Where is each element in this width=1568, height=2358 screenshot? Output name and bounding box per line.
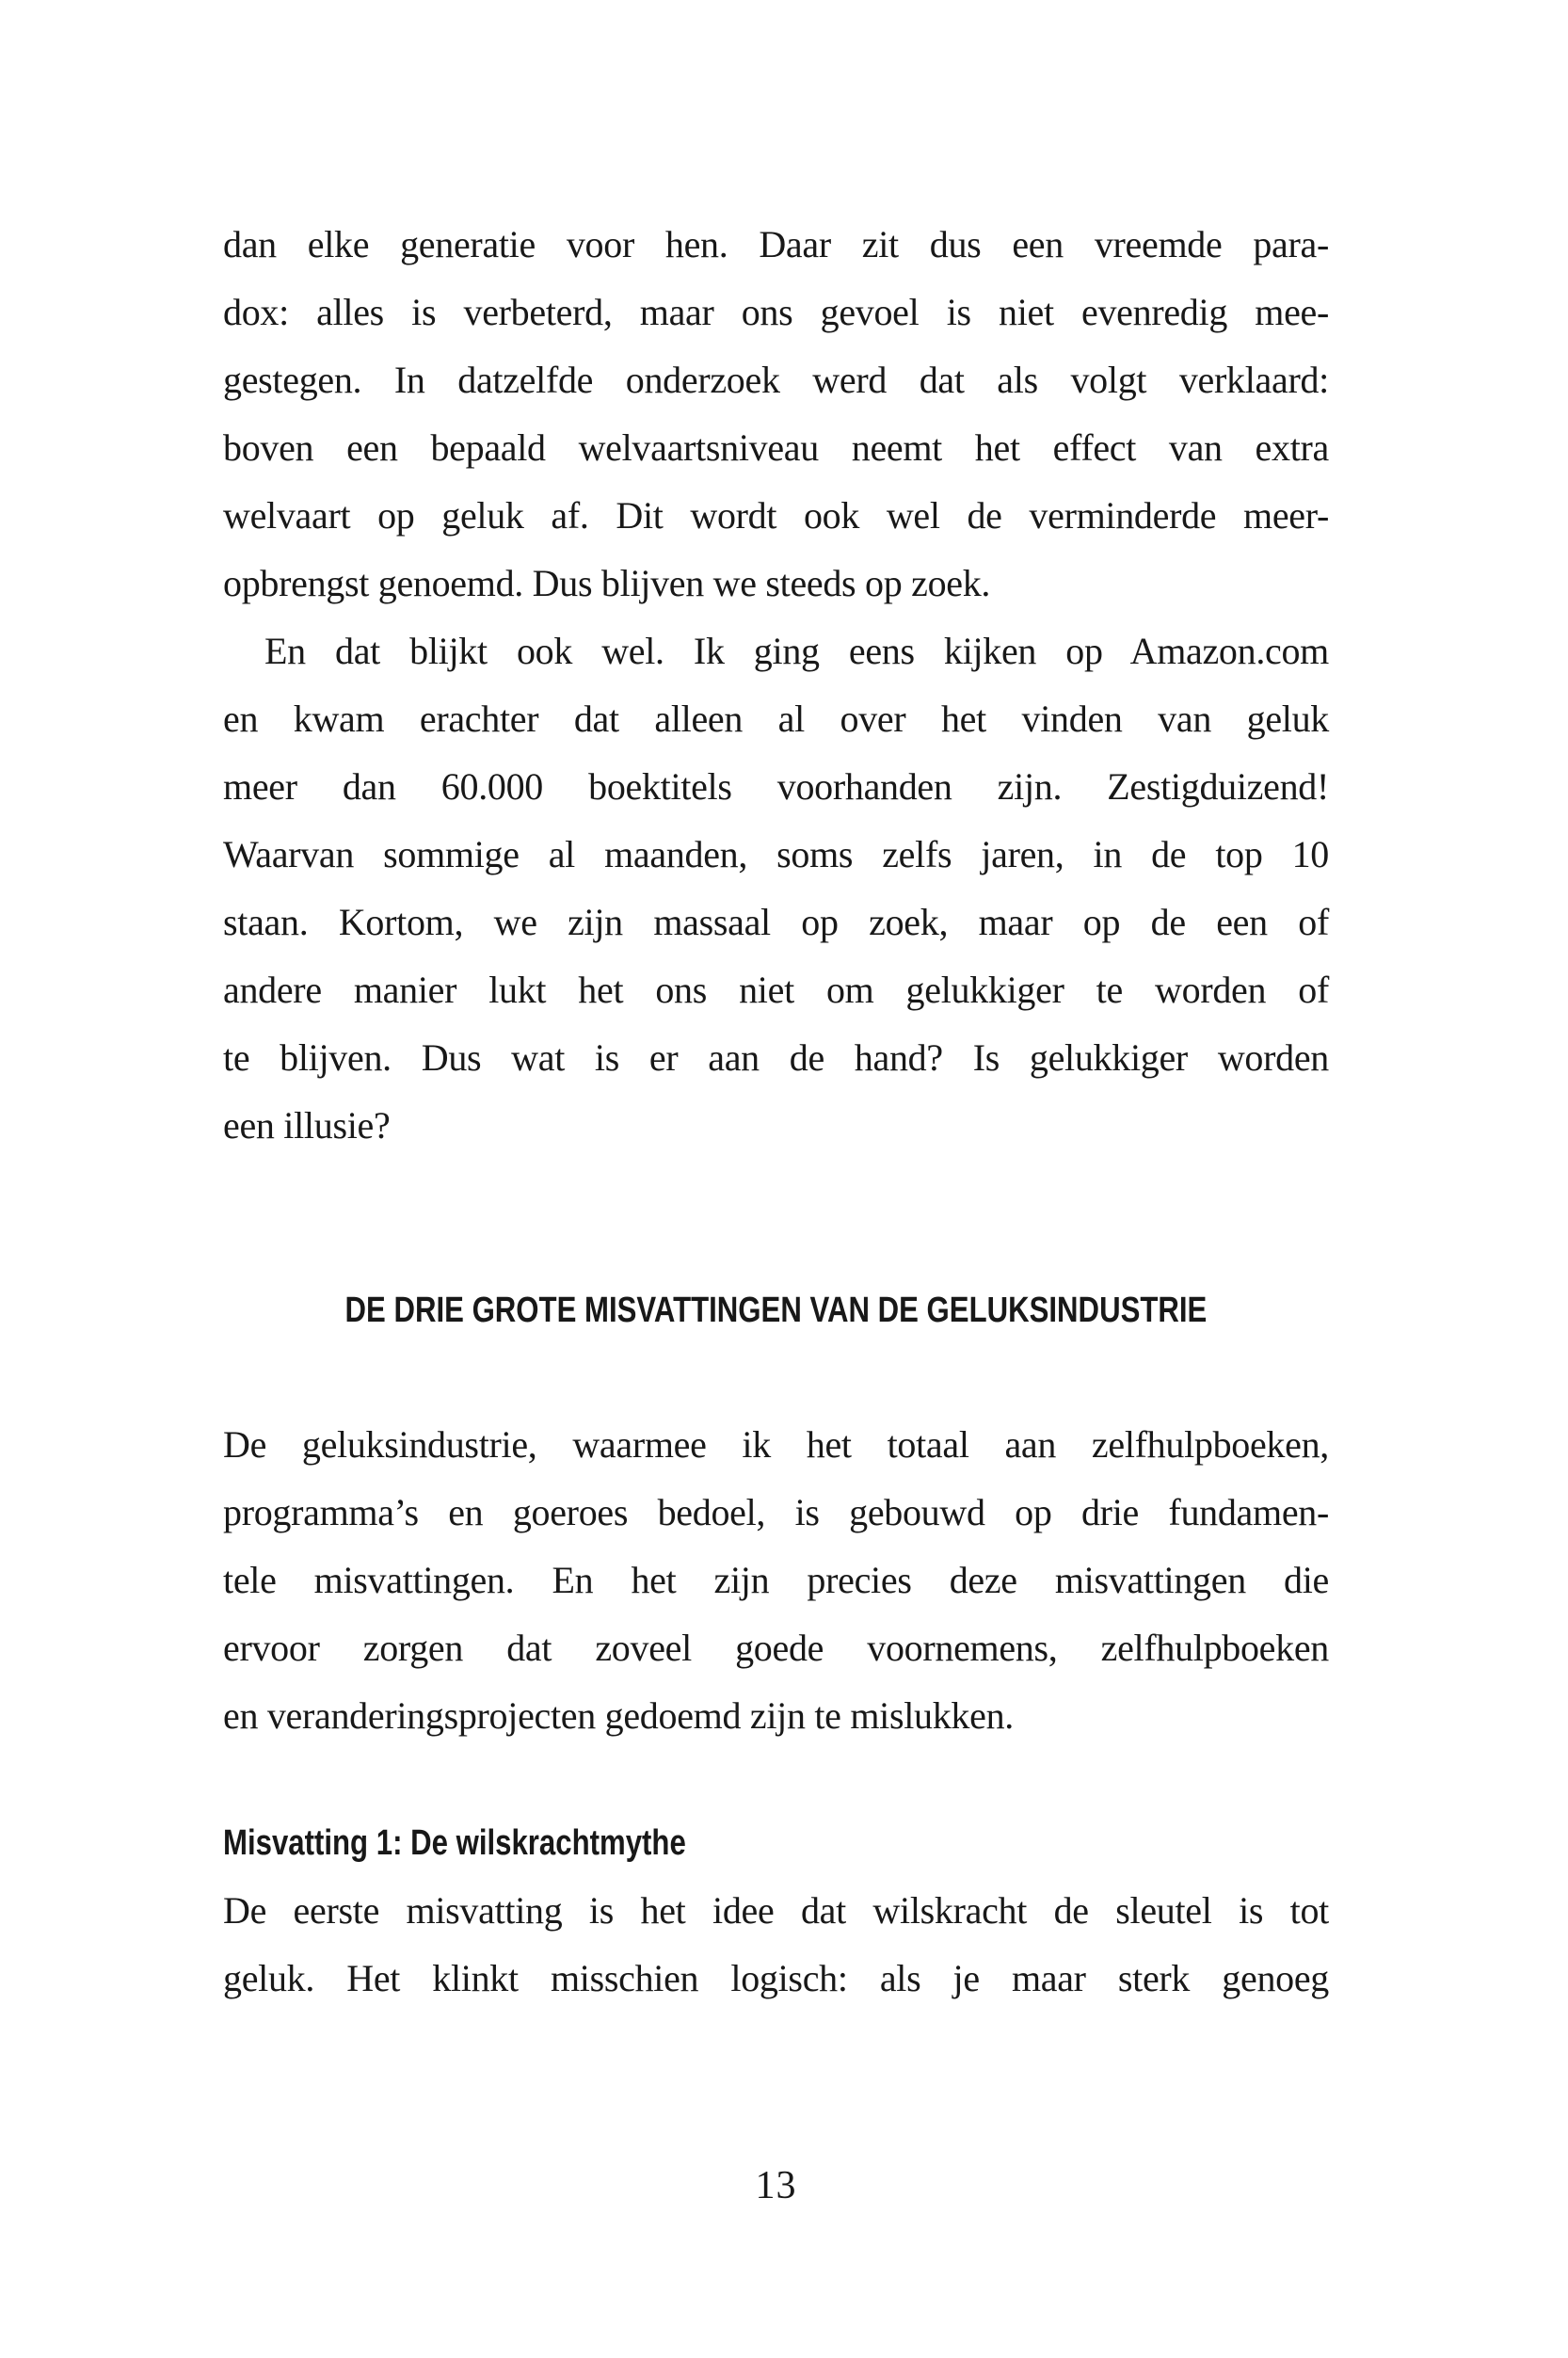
section-heading: [223, 1289, 1329, 1332]
text-line: meer dan 60.000 boektitels voorhanden zijn. Zestigduizend!: [223, 765, 1329, 808]
subsection-heading-text: Misvatting 1: De wilskrachtmythe: [223, 1823, 686, 1863]
text-line: De eerste misvatting is het idee dat wilskracht de sleutel is tot: [223, 1889, 1329, 1932]
text-line: staan. Kortom, we zijn massaal op zoek, maar op de een of: [223, 901, 1329, 943]
text-line: Waarvan sommige al maanden, soms zelfs jaren, in de top 10: [223, 833, 1329, 875]
body-paragraph-2: [223, 618, 1329, 1160]
text-line: andere manier lukt het ons niet om gelukkiger te worden of: [223, 969, 1329, 1011]
text-line: geluk. Het klinkt misschien logisch: als je maar sterk genoeg: [223, 1957, 1329, 1999]
text-line: gestegen. In datzelfde onderzoek werd dat als volgt verklaard:: [223, 359, 1329, 401]
text-line: programma’s en goeroes bedoel, is gebouwd op drie fundamen-: [223, 1491, 1329, 1533]
text-line: De geluksindustrie, waarmee ik het totaal aan zelfhulpboeken,: [223, 1423, 1329, 1466]
body-paragraph-4: [223, 1877, 1329, 2013]
body-paragraph-1: [223, 211, 1329, 618]
text-line: en veranderingsprojecten gedoemd zijn te mislukken.: [223, 1694, 1014, 1737]
text-line: boven een bepaald welvaartsniveau neemt het effect van extra: [223, 426, 1329, 469]
text-line: opbrengst genoemd. Dus blijven we steeds op zoek.: [223, 562, 991, 604]
section-heading-text: DE DRIE GROTE MISVATTINGEN VAN DE GELUKSINDUSTRIE: [344, 1291, 1208, 1330]
text-line: ervoor zorgen dat zoveel goede voornemens, zelfhulpboeken: [223, 1627, 1329, 1669]
text-line: en kwam erachter dat alleen al over het vinden van geluk: [223, 698, 1329, 740]
subsection-heading: [223, 1820, 1329, 1867]
text-line: dan elke generatie voor hen. Daar zit dus een vreemde para-: [223, 223, 1329, 265]
text-line: welvaart op geluk af. Dit wordt ook wel de verminderde meer-: [223, 494, 1329, 537]
text-line: En dat blijkt ook wel. Ik ging eens kijken op Amazon.com: [264, 630, 1329, 672]
page-number: 13: [755, 2164, 797, 2207]
text-line: te blijven. Dus wat is er aan de hand? Is gelukkiger worden: [223, 1036, 1329, 1079]
text-line: dox: alles is verbeterd, maar ons gevoel is niet evenredig mee-: [223, 291, 1329, 333]
text-line: tele misvattingen. En het zijn precies deze misvattingen die: [223, 1559, 1329, 1601]
text-line: een illusie?: [223, 1104, 391, 1147]
body-paragraph-3: [223, 1411, 1329, 1750]
